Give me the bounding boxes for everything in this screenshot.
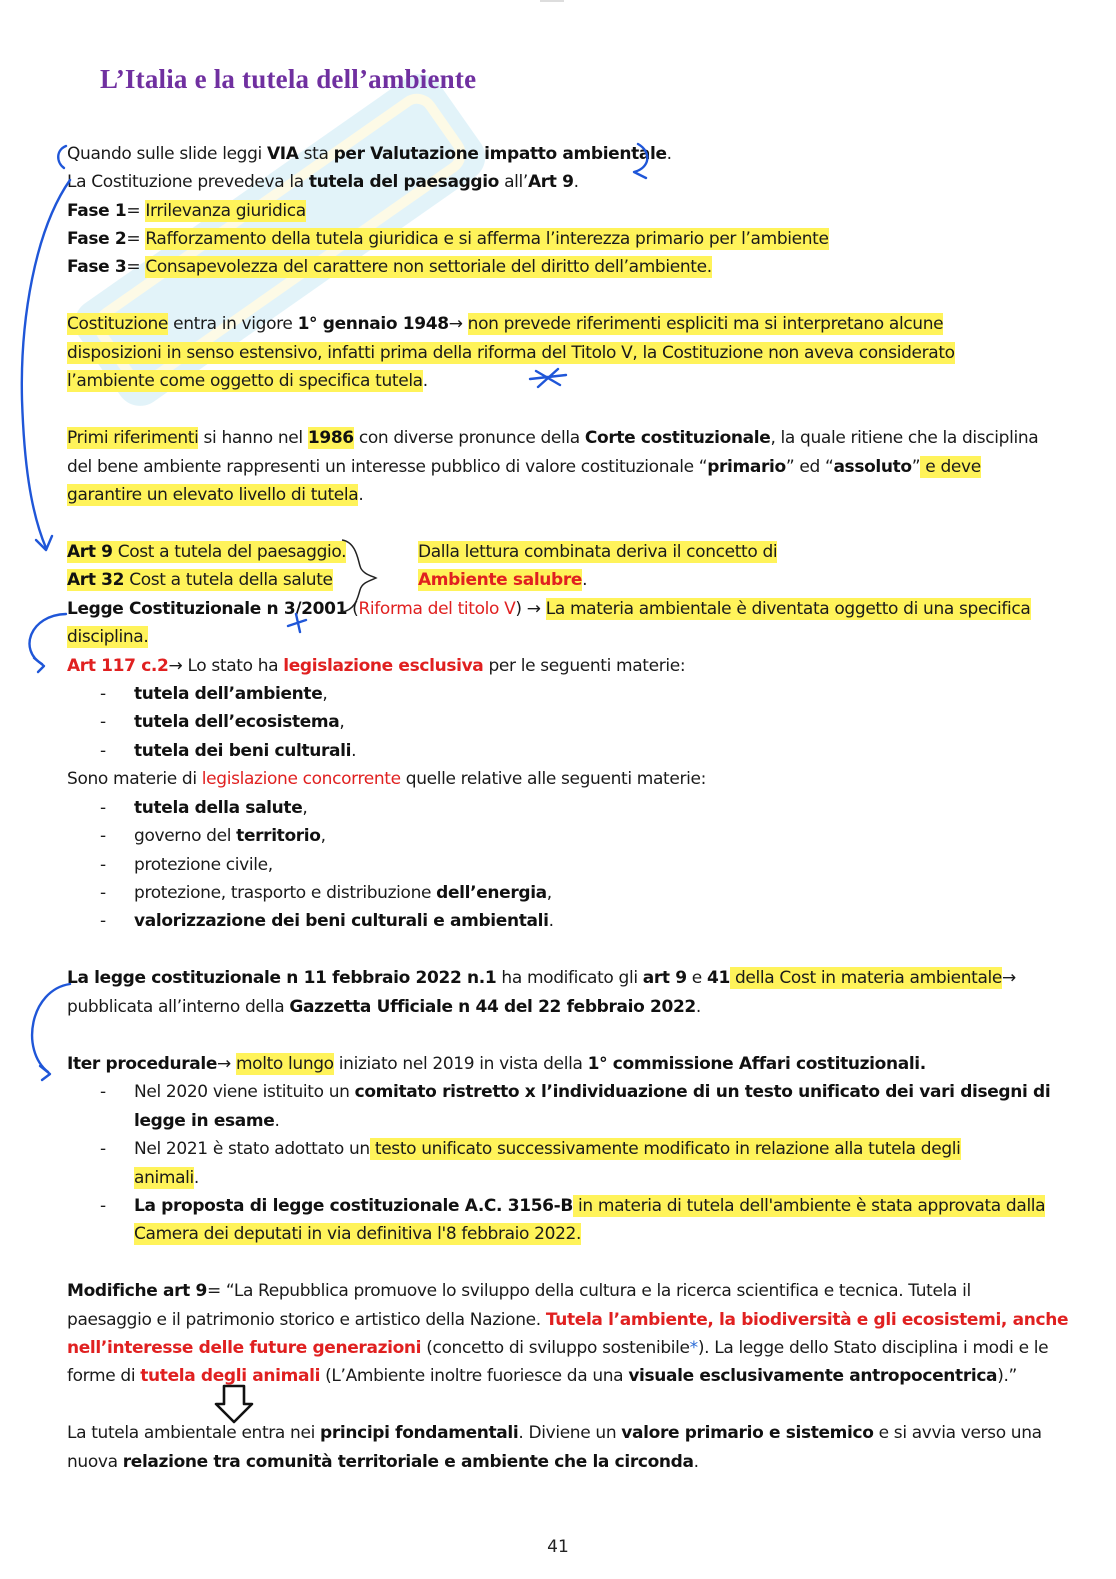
list-item: - Nel 2021 è stato adottato un testo unificato successivamente modificato in relazione alla tutela degli (100, 1139, 961, 1159)
paragraph-costituzione-1948-line2: disposizioni in senso estensivo, infatti prima della riforma del Titolo V, la Costituzione non aveva considerato (67, 343, 955, 363)
art9-line: Art 9 Cost a tutela del paesaggio. (67, 542, 347, 562)
legge-costituzionale-2022-line2: pubblicata all’interno della Gazzetta Ufficiale n 44 del 22 febbraio 2022. (67, 997, 701, 1017)
page-number: 41 (547, 1537, 569, 1557)
modifiche-art9-line4: forme di tutela degli animali (L’Ambiente inoltre fuoriesce da una visuale esclusivamente antropocentrica).” (67, 1366, 1017, 1386)
legge-3-2001: Legge Costituzionale n 3/2001 (Riforma del titolo V) → La materia ambientale è diventata oggetto di una specifica (67, 599, 1031, 619)
legge-3-2001-line2: disciplina. (67, 627, 149, 647)
page-title: L’Italia e la tutela dell’ambiente (100, 64, 477, 94)
curved-arrow-art117 (30, 614, 66, 664)
concorrente-line: Sono materie di legislazione concorrente quelle relative alle seguenti materie: (67, 769, 706, 789)
header-mark (540, 0, 564, 2)
iter-procedurale: Iter procedurale→ molto lungo iniziato nel 2019 in vista della 1° commissione Affari costituzionali. (67, 1054, 926, 1074)
modifiche-art9-line2: paesaggio e il patrimonio storico e artistico della Nazione. Tutela l’ambiente, la biodiversità e gli ecosistemi, anche (67, 1310, 1069, 1330)
paragraph-finale-line2: nuova relazione tra comunità territoriale e ambiente che la circonda. (67, 1452, 699, 1472)
list-item-continuation: Camera dei deputati in via definitiva l'8 febbraio 2022. (134, 1224, 582, 1244)
curved-arrow-iter (32, 984, 70, 1072)
list-item: - protezione, trasporto e distribuzione dell’energia, (100, 883, 552, 903)
fase-3: Fase 3= Consapevolezza del carattere non settoriale del diritto dell’ambiente. (67, 257, 712, 277)
list-item: - protezione civile, (100, 855, 273, 875)
art117-line: Art 117 c.2→ Lo stato ha legislazione esclusiva per le seguenti materie: (67, 656, 686, 676)
paragraph-costituzione-art9: La Costituzione prevedeva la tutela del paesaggio all’Art 9. (67, 172, 579, 192)
art32-line: Art 32 Cost a tutela della salute (67, 570, 333, 590)
list-item: - tutela dei beni culturali. (100, 741, 357, 761)
list-item: - tutela della salute, (100, 798, 308, 818)
list-item: - tutela dell’ambiente, (100, 684, 328, 704)
paragraph-via: Quando sulle slide leggi VIA sta per Valutazione impatto ambientale. (67, 144, 672, 164)
list-item-continuation: animali. (134, 1168, 199, 1188)
modifiche-art9: Modifiche art 9= “La Repubblica promuove lo sviluppo della cultura e la ricerca scientifica e tecnica. Tutela il (67, 1281, 971, 1301)
legge-costituzionale-2022: La legge costituzionale n 11 febbraio 2022 n.1 ha modificato gli art 9 e 41 della Cost in materia ambientale→ (67, 968, 1016, 988)
modifiche-art9-line3: nell’interesse delle future generazioni (concetto di sviluppo sostenibile*). La legge dello Stato disciplina i modi e le (67, 1338, 1049, 1358)
list-item: - governo del territorio, (100, 826, 326, 846)
paragraph-finale: La tutela ambientale entra nei principi fondamentali. Diviene un valore primario e sistemico e si avvia verso una (67, 1423, 1042, 1443)
ambiente-salubre: Ambiente salubre. (418, 570, 588, 590)
fase-1: Fase 1= Irrilevanza giuridica (67, 201, 306, 221)
list-item: - tutela dell’ecosistema, (100, 712, 345, 732)
fase-2: Fase 2= Rafforzamento della tutela giuridica e si afferma l’interezza primario per l’ambiente (67, 229, 829, 249)
list-item: - La proposta di legge costituzionale A.C. 3156-B in materia di tutela dell'ambiente è stata approvata dalla (100, 1196, 1046, 1216)
down-arrow-icon (216, 1386, 252, 1422)
paragraph-primi-riferimenti-line3: garantire un elevato livello di tutela. (67, 485, 364, 505)
list-item: - valorizzazione dei beni culturali e ambientali. (100, 911, 554, 931)
list-item: - Nel 2020 viene istituito un comitato ristretto x l’individuazione di un testo unificato dei vari disegni di (100, 1082, 1051, 1102)
combined-reading-text: Dalla lettura combinata deriva il concetto di (418, 542, 778, 562)
list-item-continuation: legge in esame. (134, 1111, 280, 1131)
paragraph-costituzione-1948: Costituzione entra in vigore 1° gennaio 1948→ non prevede riferimenti espliciti ma si interpretano alcune (67, 314, 944, 334)
paragraph-primi-riferimenti-line2: del bene ambiente rappresenti un interesse pubblico di valore costituzionale “primario” ed “assoluto” e deve (67, 457, 981, 477)
paragraph-primi-riferimenti: Primi riferimenti si hanno nel 1986 con diverse pronunce della Corte costituzionale, la quale ritiene che la disciplina (67, 428, 1039, 448)
paragraph-costituzione-1948-line3: l’ambiente come oggetto di specifica tutela. (67, 371, 428, 391)
